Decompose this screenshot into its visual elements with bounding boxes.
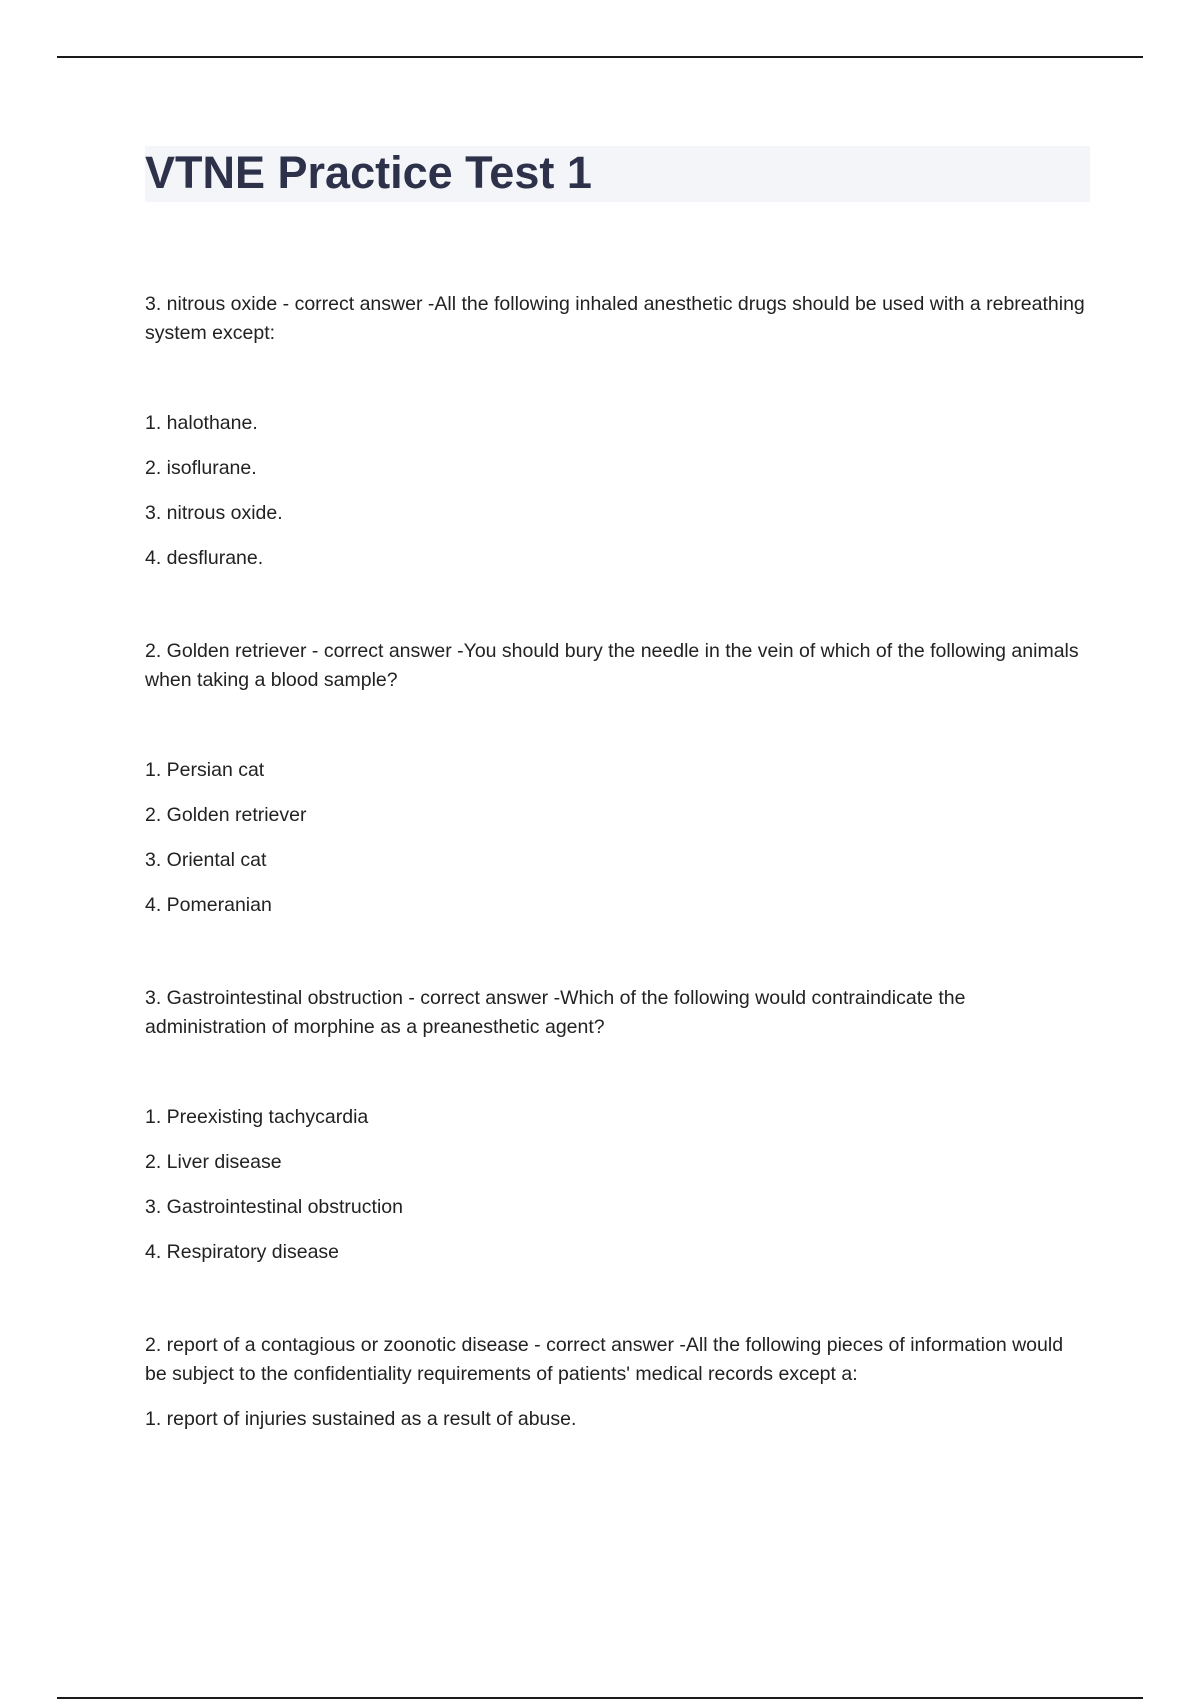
- option: 2. isoflurane.: [145, 457, 257, 479]
- option: 2. Golden retriever: [145, 804, 307, 826]
- question-1-options: [145, 409, 283, 573]
- question-2-options: [145, 756, 307, 920]
- option: 4. Respiratory disease: [145, 1241, 340, 1263]
- option: 3. Oriental cat: [145, 849, 267, 871]
- option: 3. nitrous oxide.: [145, 502, 283, 524]
- option: 4. desflurane.: [145, 547, 264, 569]
- option: 1. halothane.: [145, 412, 258, 434]
- question-3: 3. Gastrointestinal obstruction - correct answer -Which of the following would contraindicate the administration of morphine as a preanesthetic agent?: [145, 987, 966, 1038]
- document-title: VTNE Practice Test 1: [145, 147, 592, 198]
- top-rule: [57, 56, 1143, 58]
- option: 4. Pomeranian: [145, 894, 272, 916]
- question-3-options: [145, 1103, 403, 1267]
- question-1: 3. nitrous oxide - correct answer -All the following inhaled anesthetic drugs should be used with a rebreathing system except:: [145, 293, 1085, 344]
- question-2: 2. Golden retriever - correct answer -You should bury the needle in the vein of which of the following animals when taking a blood sample?: [145, 640, 1079, 691]
- option: 3. Gastrointestinal obstruction: [145, 1196, 403, 1218]
- question-4: 2. report of a contagious or zoonotic disease - correct answer -All the following pieces of information would be subject to the confidentiality requirements of patients' medical records except a:: [145, 1334, 1064, 1385]
- option: 1. Preexisting tachycardia: [145, 1106, 369, 1128]
- option: 2. Liver disease: [145, 1151, 282, 1173]
- option: 1. Persian cat: [145, 759, 265, 781]
- bottom-rule: [57, 1697, 1143, 1699]
- option: 1. report of injuries sustained as a result of abuse.: [145, 1408, 577, 1430]
- question-4-options: [145, 1405, 576, 1434]
